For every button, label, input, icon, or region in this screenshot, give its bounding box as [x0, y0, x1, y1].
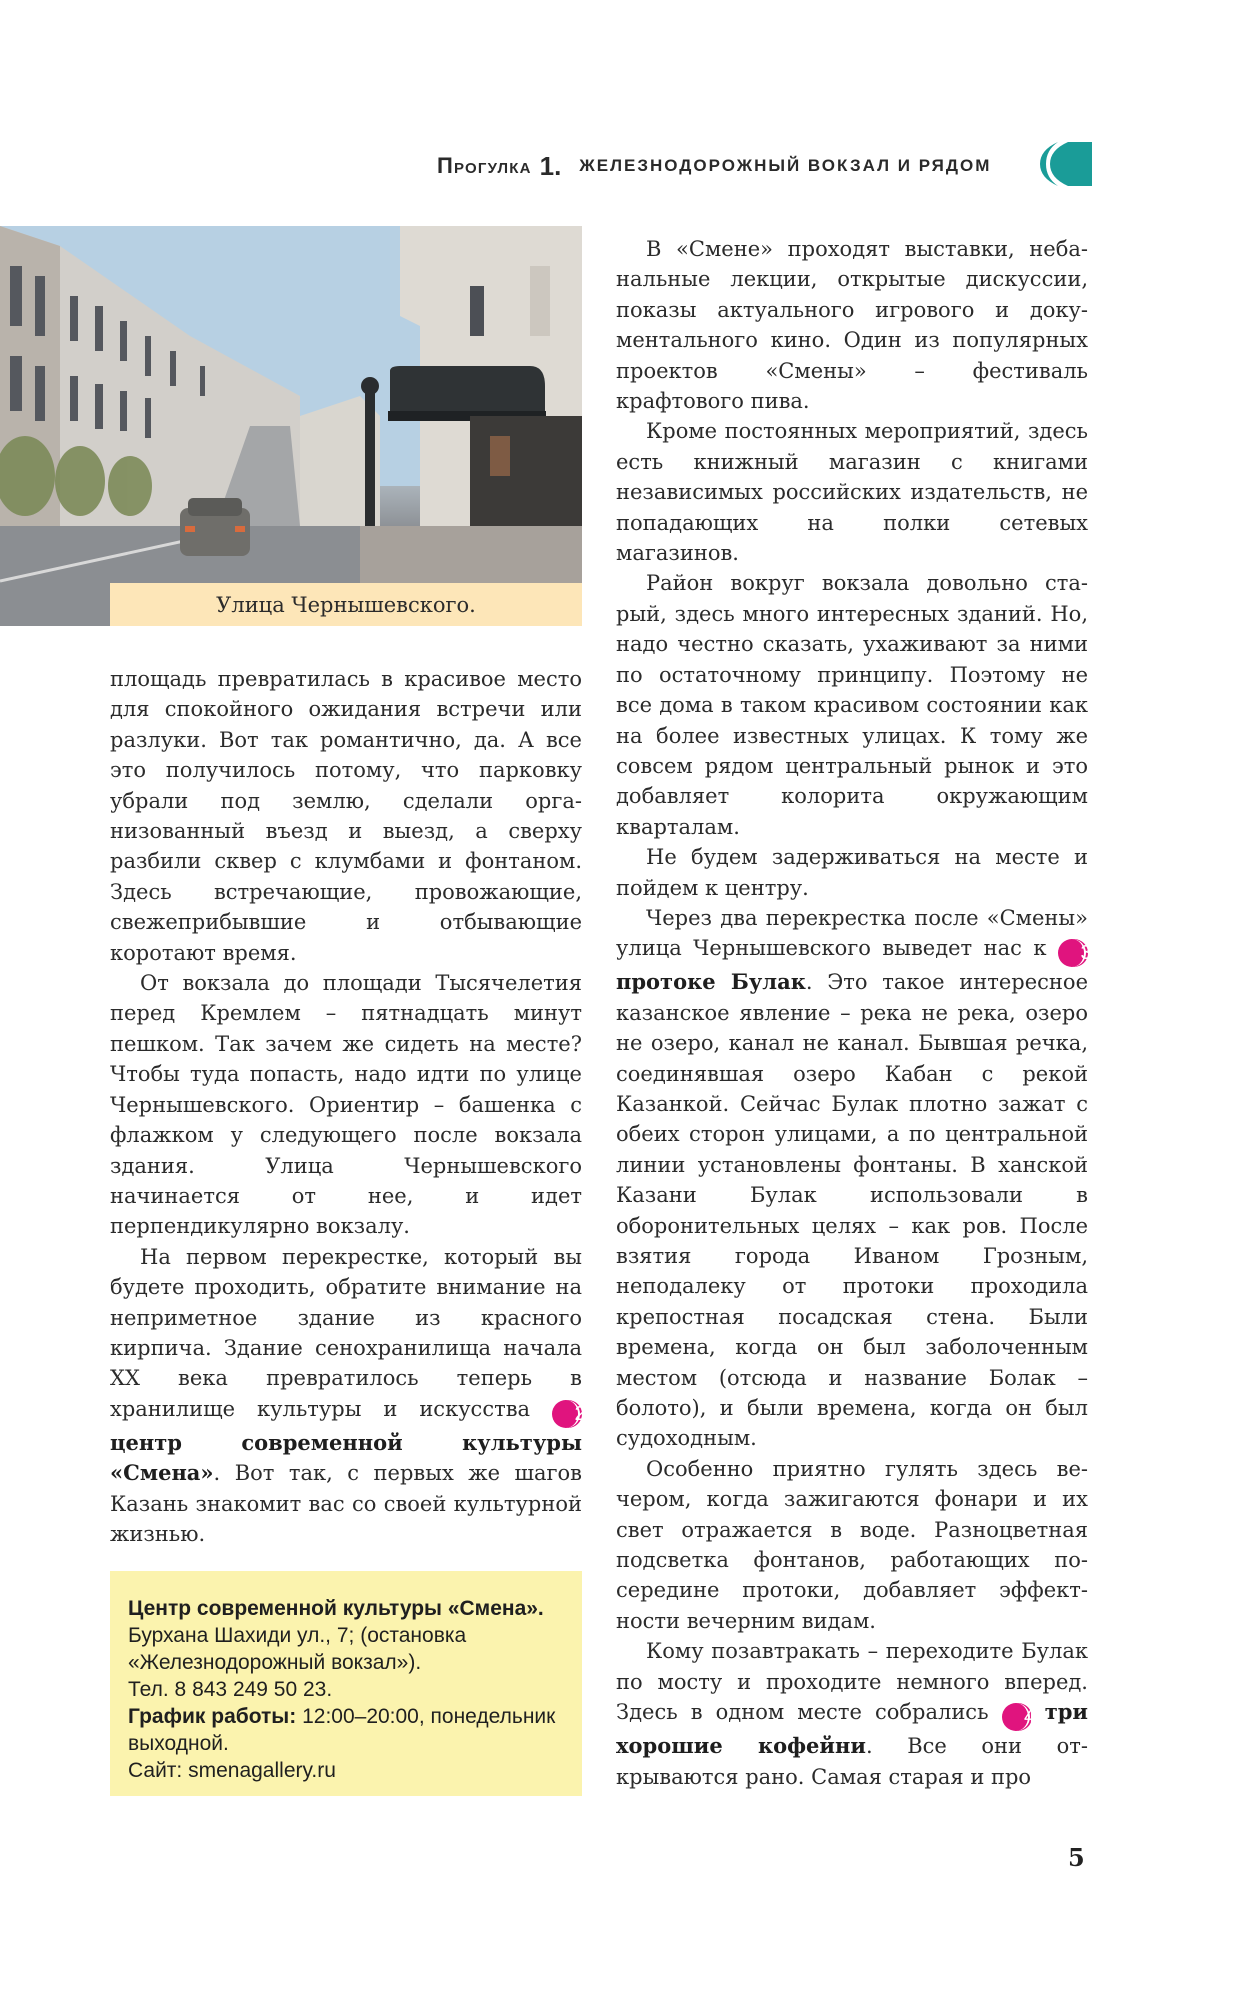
map-marker-2: 2 [552, 1400, 580, 1428]
paragraph: Кому позавтракать – переходите Булак по мосту и проходите немного вперед. Здесь в одном месте собрались 4 три хорошие кофейни. Все они открываются рано. Самая старая и про [616, 1639, 1088, 1789]
running-head [437, 148, 991, 184]
right-column [616, 234, 1092, 1792]
left-column [110, 664, 586, 1549]
venue-hours [128, 1703, 564, 1757]
walk-number: 1. [539, 150, 562, 181]
place-name: центр современной культуры «Смена» [110, 1429, 582, 1486]
venue-title: Центр современной культуры «Смена». [128, 1597, 544, 1620]
hours-value: 12:00–20:00, понедельник выходной. [128, 1705, 556, 1755]
paragraph: Район вокруг вокзала довольно старый, здесь много интересных зданий. Но, надо честно сказать, ухаживают за ними по остаточному принципу. Поэтому не все дома в таком красивом состоянии как на более известных улицах. К тому же совсем рядом центральный рынок и это добавляет колорита окружающим кварталам. [616, 571, 1088, 839]
paragraph: От вокзала до площади Тысячелетия перед Кремлем – пятнадцать минут пешком. Так зачем же сидеть на месте? Чтобы туда попасть, надо идти по улице Чернышевского. Ориентир – башенка с флажком у следующего после вокзала здания. Улица Чернышевского начинается от нее, и идет перпендикулярно вокзалу. [110, 971, 582, 1239]
chapter-title: ЖЕЛЕЗНОДОРОЖНЫЙ ВОКЗАЛ И РЯДОМ [579, 156, 992, 175]
paragraph: Особенно приятно гулять здесь вечером, когда зажигаются фонари и их свет отражается в воде. Разноцветная подсветка фонтанов, работающих посередине протоки, добавляет эффектности вечерним видам. [616, 1456, 1088, 1633]
map-marker-4: 4 [1002, 1703, 1030, 1731]
venue-phone: Тел. 8 843 249 50 23. [128, 1678, 333, 1701]
paragraph: В «Смене» проходят выставки, небанальные лекции, открытые дискуссии, показы актуального игрового и документального кино. Один из популярных проектов «Смены» – фестиваль крафтового пива. [616, 237, 1088, 414]
paragraph: Не будем задерживаться на месте и пойдем к центру. [616, 845, 1088, 900]
place-name: протоке Булак [616, 969, 806, 995]
hours-label: График работы: [128, 1705, 297, 1728]
venue-website: Сайт: smenagallery.ru [128, 1759, 336, 1782]
paragraph: Кроме постоянных мероприятий, здесь есть книжный магазин с книгами независимых российских издательств, не попадающих на полки сетевых магазинов. [616, 419, 1088, 566]
crescent-ornament-icon [1036, 140, 1092, 188]
map-marker-3: 3 [1058, 939, 1086, 967]
street-photo [0, 226, 582, 626]
venue-title-address [128, 1595, 564, 1676]
place-name: три хорошие кофейни [616, 1699, 1088, 1759]
paragraph: Через два перекрестка после «Смены» улица Чернышевского выведет нас к 3 протоке Булак. Это такое интересное казанское явление – река не река, озеро не озеро, канал не канал. Бывшая речка, соединявшая озеро Кабан с рекой Казанкой. Сейчас Булак плотно зажат с обеих сторон улицами, а по центральной линии установлены фонтаны. В ханской Казани Булак использовали в оборонительных целях – как ров. После взятия города Иваном Грозным, неподалеку от протоки проходила крепостная посадская стена. Были времена, когда он был заболоченным местом (отсюда и название Болак – болото), и были времена, когда он был судоходным. [616, 905, 1092, 1451]
paragraph: На первом перекрестке, который вы будете проходить, обратите внимание на неприметное здание из красного кирпича. Здание сенохранилища начала XX века превратилось теперь в хранилище культуры и искусства 2 центр современной культуры «Смена». Вот так, с первых же шагов Казань знакомит вас со своей культурной жизнью. [110, 1244, 586, 1546]
venue-address: Бурхана Шахиди ул., 7; (остановка «Железнодорожный вокзал»). [128, 1624, 467, 1674]
venue-info-box [110, 1571, 582, 1796]
paragraph: площадь превратилась в красивое место для спокойного ожидания встречи или разлуки. Вот так романтично, да. А все это получилось потому, что парковку убрали под землю, сделали организованный въезд и выезд, а сверху разбили сквер с клумбами и фонтаном. Здесь встречающие, провожающие, свежеприбывшие и отбывающие коротают время. [110, 667, 582, 965]
walk-label: Прогулка [437, 153, 532, 178]
page-number: 5 [1068, 1843, 1085, 1872]
photo-caption: Улица Чернышевского. [110, 583, 582, 626]
